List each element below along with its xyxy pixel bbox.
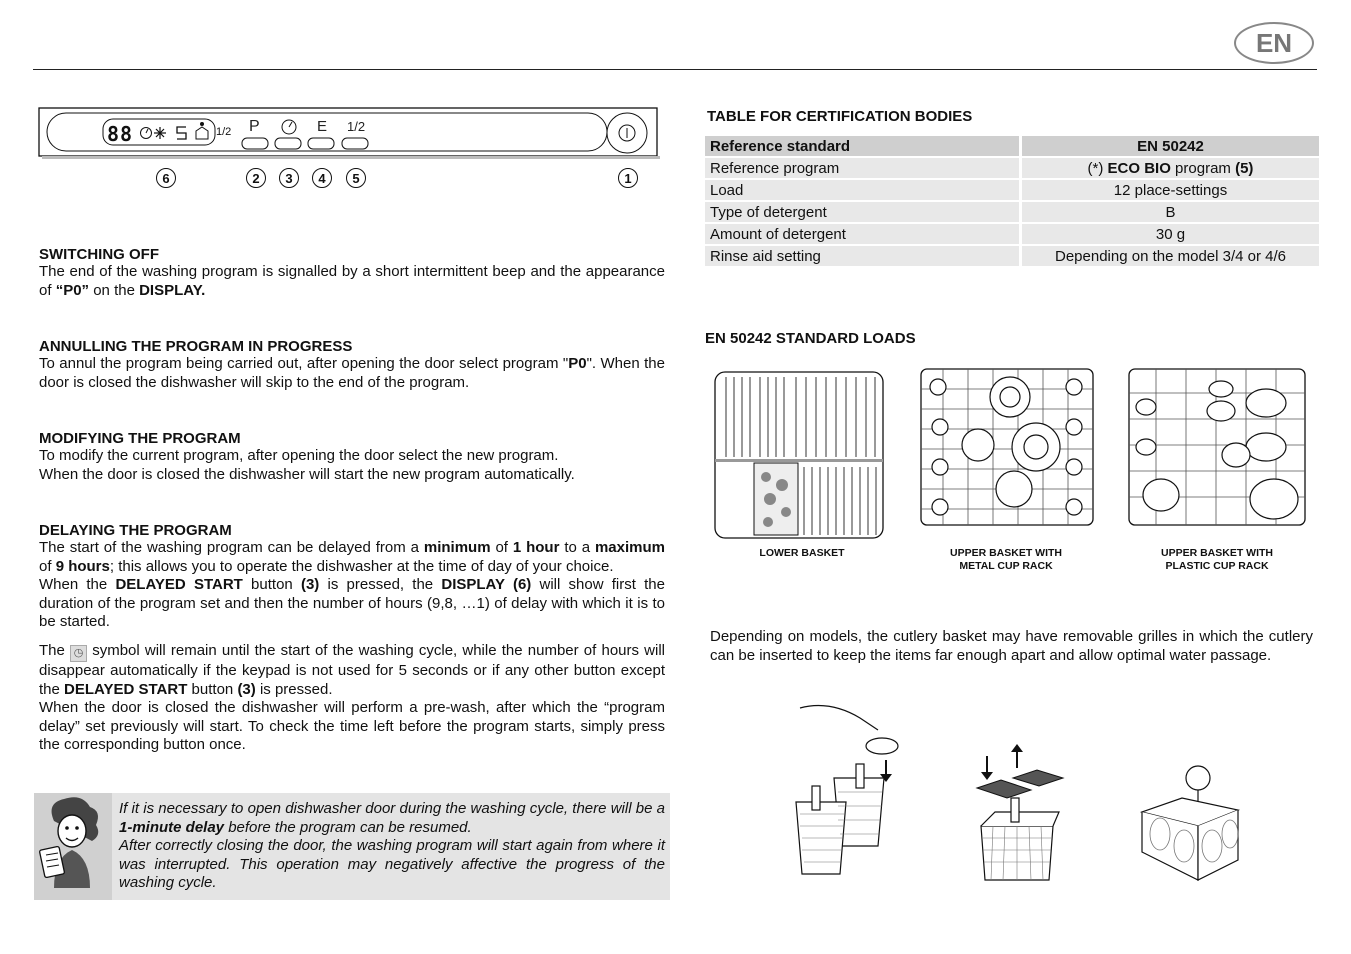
upper-basket-metal-illustration: [918, 367, 1096, 529]
cutlery-basket-text: Depending on models, the cutlery basket may have removable grilles in which the cutlery can be inserted to keep the items far enough apart and allow optimal water passage.: [710, 628, 1313, 664]
delaying-paragraph-3: The ◷ symbol will remain until the start of the washing cycle, while the number of hours will disappear automatically if the keypad is not used for 5 seconds or if any other button except the DELAYED START button (3) is pressed.: [39, 641, 665, 698]
modifying-line-1: To modify the current program, after opening the door select the new program.: [39, 447, 559, 464]
certification-title: TABLE FOR CERTIFICATION BODIES: [707, 108, 973, 125]
table-cell-label: Load: [705, 180, 1019, 200]
callout-display: 6: [156, 168, 176, 188]
upper-basket-plastic-illustration: [1126, 367, 1308, 529]
table-cell-label: Reference program: [705, 158, 1019, 178]
table-header-value: EN 50242: [1022, 136, 1319, 156]
table-row: [705, 224, 1319, 244]
annulling-text: To annul the program being carried out, after opening the door select program "P0". When the door is closed the dishwasher will skip to the end of the program.: [39, 355, 665, 391]
table-cell-value: 30 g: [1022, 224, 1319, 244]
table-cell-label: Rinse aid setting: [705, 246, 1019, 266]
eco-button-symbol: E: [317, 118, 328, 135]
certification-table: [702, 134, 1322, 268]
section-annulling: [39, 338, 665, 392]
lower-basket-illustration: [712, 367, 888, 543]
switching-off-title: SWITCHING OFF: [39, 246, 159, 263]
upper-basket-plastic-caption: UPPER BASKET WITH PLASTIC CUP RACK: [1160, 547, 1273, 572]
note-paragraph-2: After correctly closing the door, the washing program will start again from where it was interrupted. This operation may negatively affective the progress of the washing cycle.: [119, 837, 665, 892]
delaying-title: DELAYING THE PROGRAM: [39, 522, 232, 539]
table-header-label: Reference standard: [705, 136, 1019, 156]
callout-eco-button: 4: [312, 168, 332, 188]
table-row: [705, 246, 1319, 266]
cutlery-basket-grille-insert-illustration: [778, 698, 908, 884]
delay-clock-icon: ◷: [70, 645, 87, 662]
delaying-paragraph-2: When the DELAYED START button (3) is pressed, the DISPLAY (6) will show first the duration of the program set and then the number of hours (9,8, …1) of delay with which it is to be started.: [39, 576, 665, 631]
table-cell-value: B: [1022, 202, 1319, 222]
callout-delay-button: 3: [279, 168, 299, 188]
lower-basket-caption: LOWER BASKET: [759, 547, 845, 559]
standard-loads-title: EN 50242 STANDARD LOADS: [705, 330, 916, 347]
section-modifying: [39, 430, 665, 484]
table-cell-value: (*) ECO BIO program (5): [1022, 158, 1319, 178]
language-badge: EN: [1234, 22, 1314, 64]
cup-rack-illustration: [1134, 764, 1246, 884]
program-button-symbol: P: [249, 118, 260, 135]
table-cell-value: 12 place-settings: [1022, 180, 1319, 200]
table-cell-label: Type of detergent: [705, 202, 1019, 222]
callout-power-button: 1: [618, 168, 638, 188]
half-load-button-symbol: 1/2: [347, 119, 366, 134]
control-panel-diagram: [38, 107, 660, 195]
note-paragraph-1: If it is necessary to open dishwasher door during the washing cycle, there will be a 1-minute delay before the program can be resumed.: [119, 800, 665, 836]
table-cell-value: Depending on the model 3/4 or 4/6: [1022, 246, 1319, 266]
modifying-line-2: When the door is closed the dishwasher will start the new program automatically.: [39, 465, 575, 483]
annulling-title: ANNULLING THE PROGRAM IN PROGRESS: [39, 338, 353, 355]
callout-half-load-button: 5: [346, 168, 366, 188]
delaying-paragraph-1: The start of the washing program can be delayed from a minimum of 1 hour to a maximum of 9 hours; this allows you to operate the dishwasher at the time of day of your choice.: [39, 539, 665, 575]
display-digits: 88: [107, 122, 134, 146]
section-switching-off: [39, 246, 665, 300]
table-row: [705, 202, 1319, 222]
half-load-indicator-label: 1/2: [216, 126, 232, 138]
table-cell-label: Amount of detergent: [705, 224, 1019, 244]
cutlery-basket-removable-grilles-illustration: [973, 744, 1069, 886]
header-rule: [33, 69, 1317, 70]
upper-basket-metal-caption: UPPER BASKET WITH METAL CUP RACK: [949, 547, 1062, 572]
delaying-paragraph-4: When the door is closed the dishwasher will perform a pre-wash, after which the “program delay” set previously will start. To check the time left before the program starts, simply press the corresponding button once.: [39, 699, 665, 754]
assistant-character-icon: [34, 793, 112, 900]
table-row: [705, 180, 1319, 200]
table-header-row: [705, 136, 1319, 156]
table-row: [705, 158, 1319, 178]
note-icon-panel: [34, 793, 112, 900]
switching-off-text: The end of the washing program is signalled by a short intermittent beep and the appearance of “P0” on the DISPLAY.: [39, 263, 665, 299]
modifying-title: MODIFYING THE PROGRAM: [39, 430, 241, 447]
section-delaying: [39, 522, 665, 755]
callout-program-button: 2: [246, 168, 266, 188]
note-text: [119, 800, 665, 893]
